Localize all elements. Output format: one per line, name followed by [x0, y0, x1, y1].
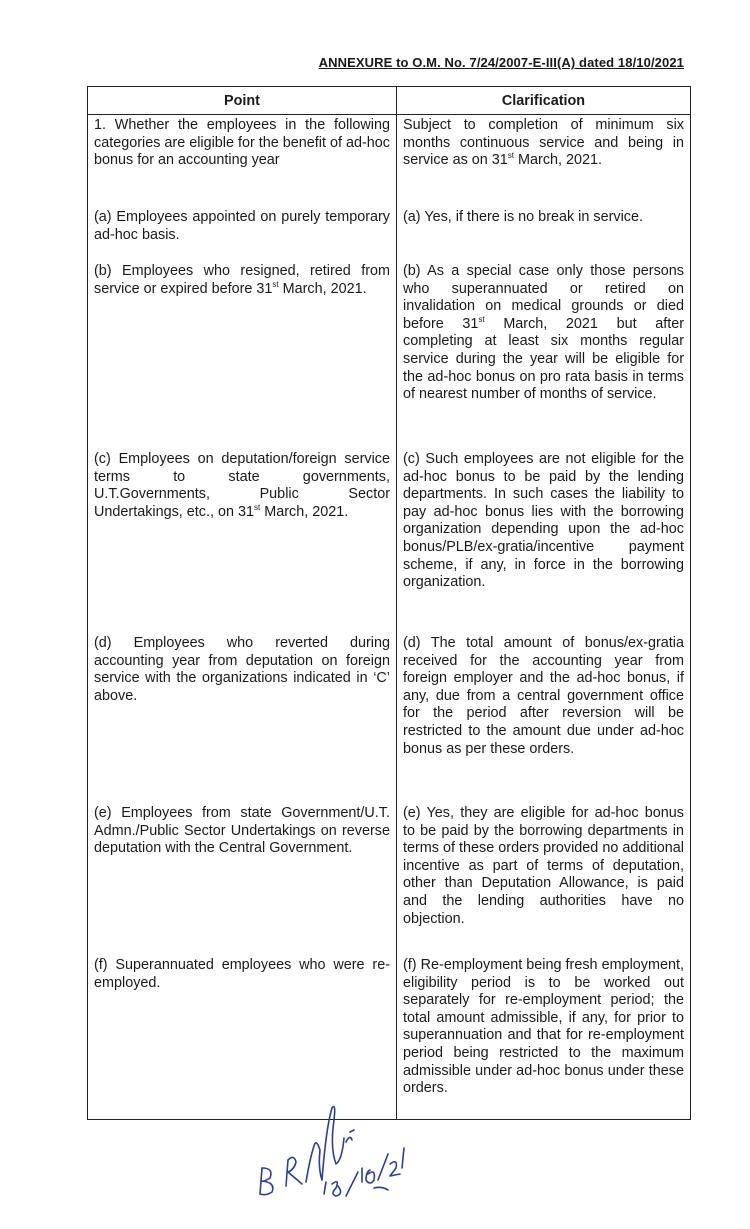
table-row [88, 115, 691, 210]
clarification-cell [397, 957, 691, 1120]
clarification-table [87, 86, 691, 1120]
clarification-cell [397, 635, 691, 805]
point-cell [88, 209, 397, 263]
table-row [88, 451, 691, 635]
point-text: (b) Employees who resigned, retired from service or expired before 31st March, 2021. [94, 263, 390, 297]
table-row [88, 635, 691, 805]
clarification-cell [397, 805, 691, 957]
clarification-text: (b) As a special case only those persons who superannuated or retired on invalidation on medical grounds or died before 31st March, 2021 but after completing at least six months regular service during the year will be eligible for the ad-hoc bonus on pro rata basis in terms of nearest number of months of service. [403, 263, 684, 403]
clarification-text: (f) Re-employment being fresh employment, eligibility period is to be worked out separately for re-employment period; the total amount admissible, if any, for prior to superannuation and that for re-employment period being restricted to the maximum admissible under ad-hoc bonus under these orders. [403, 957, 684, 1097]
table-row [88, 957, 691, 1120]
point-text: (f) Superannuated employees who were re-employed. [94, 957, 390, 991]
point-cell [88, 115, 397, 210]
handwritten-signature [250, 1098, 410, 1208]
table-row [88, 805, 691, 957]
point-cell [88, 805, 397, 957]
point-cell [88, 263, 397, 451]
point-text: (e) Employees from state Government/U.T. Admn./Public Sector Undertakings on reverse deputation with the Central Government. [94, 805, 390, 857]
clarification-cell [397, 209, 691, 263]
point-cell [88, 957, 397, 1120]
clarification-text: (c) Such employees are not eligible for the ad-hoc bonus to be paid by the lending departments. In such cases the liability to pay ad-hoc bonus lies with the borrowing organization depending upon the ad-hoc bonus/PLB/ex-gratia/incentive payment scheme, if any, in force in the borrowing organization. [403, 451, 684, 591]
column-header-clarification: Clarification [397, 87, 691, 115]
annexure-heading: ANNEXURE to O.M. No. 7/24/2007-E-III(A) dated 18/10/2021 [318, 55, 684, 70]
point-cell [88, 451, 397, 635]
point-text: (a) Employees appointed on purely temporary ad-hoc basis. [94, 209, 390, 243]
clarification-cell [397, 451, 691, 635]
clarification-text: (e) Yes, they are eligible for ad-hoc bonus to be paid by the borrowing departments in terms of these orders provided no additional incentive as part of terms of deputation, other than Deputation Allowance, is paid and the lending authorities have no objection. [403, 805, 684, 927]
column-header-point: Point [88, 87, 397, 115]
point-text: (d) Employees who reverted during accounting year from deputation on foreign service with the organizations indicated in ‘C’ above. [94, 635, 390, 704]
clarification-text: (d) The total amount of bonus/ex-gratia received for the accounting year from foreign employer and the ad-hoc bonus, if any, due from a central government office for the period after reversion will be restricted to the amount due under ad-hoc bonus as per these orders. [403, 635, 684, 757]
point-text: 1. Whether the employees in the following categories are eligible for the benefit of ad-hoc bonus for an accounting year [94, 117, 390, 169]
clarification-cell [397, 115, 691, 210]
table-row [88, 209, 691, 263]
clarification-text: Subject to completion of minimum six months continuous service and being in service as on 31st March, 2021. [403, 117, 684, 169]
point-cell [88, 635, 397, 805]
clarification-cell [397, 263, 691, 451]
table-row [88, 263, 691, 451]
table-header-row [88, 87, 691, 115]
clarification-text: (a) Yes, if there is no break in service. [403, 209, 643, 225]
point-text: (c) Employees on deputation/foreign service terms to state governments, U.T.Governments, Public Sector Undertakings, etc., on 31st March, 2021. [94, 451, 390, 520]
